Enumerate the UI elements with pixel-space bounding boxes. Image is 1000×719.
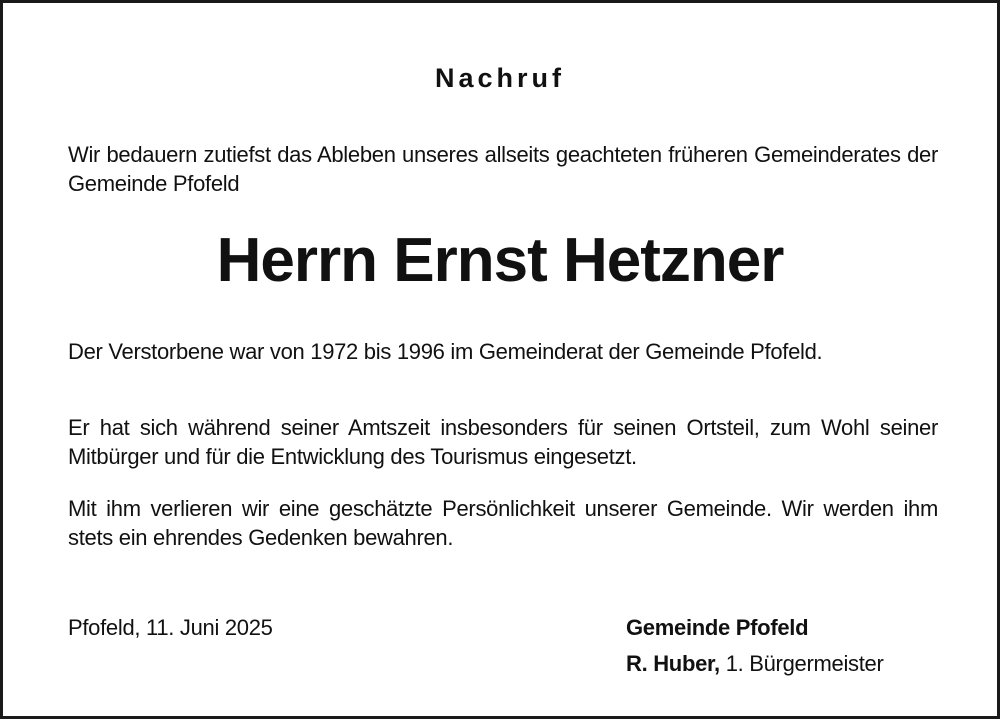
signer-title: 1. Bürgermeister	[725, 651, 884, 676]
signer-line	[626, 651, 884, 677]
paragraph-remembrance: Mit ihm verlieren wir eine geschätzte Persönlichkeit unserer Gemeinde. Wir werden ihm stets ein ehrendes Gedenken bewahren.	[68, 496, 938, 550]
deceased-name: Herrn Ernst Hetzner	[216, 226, 784, 295]
notice-title: Nachruf	[434, 63, 565, 93]
signature-block	[626, 615, 884, 677]
intro-paragraph: Wir bedauern zutiefst das Ableben unseres allseits geachteten früheren Gemeinderates der Gemeinde Pfofeld	[68, 142, 938, 196]
signer-name: R. Huber,	[626, 651, 720, 676]
place-date: Pfofeld, 11. Juni 2025	[68, 615, 273, 640]
organization-name: Gemeinde Pfofeld	[626, 615, 809, 640]
paragraph-tenure: Der Verstorbene war von 1972 bis 1996 im Gemeinderat der Gemeinde Pfofeld.	[68, 339, 823, 364]
paragraph-service: Er hat sich während seiner Amtszeit insbesonders für seinen Ortsteil, zum Wohl seiner Mitbürger und für die Entwicklung des Tourismus eingesetzt.	[68, 415, 938, 469]
